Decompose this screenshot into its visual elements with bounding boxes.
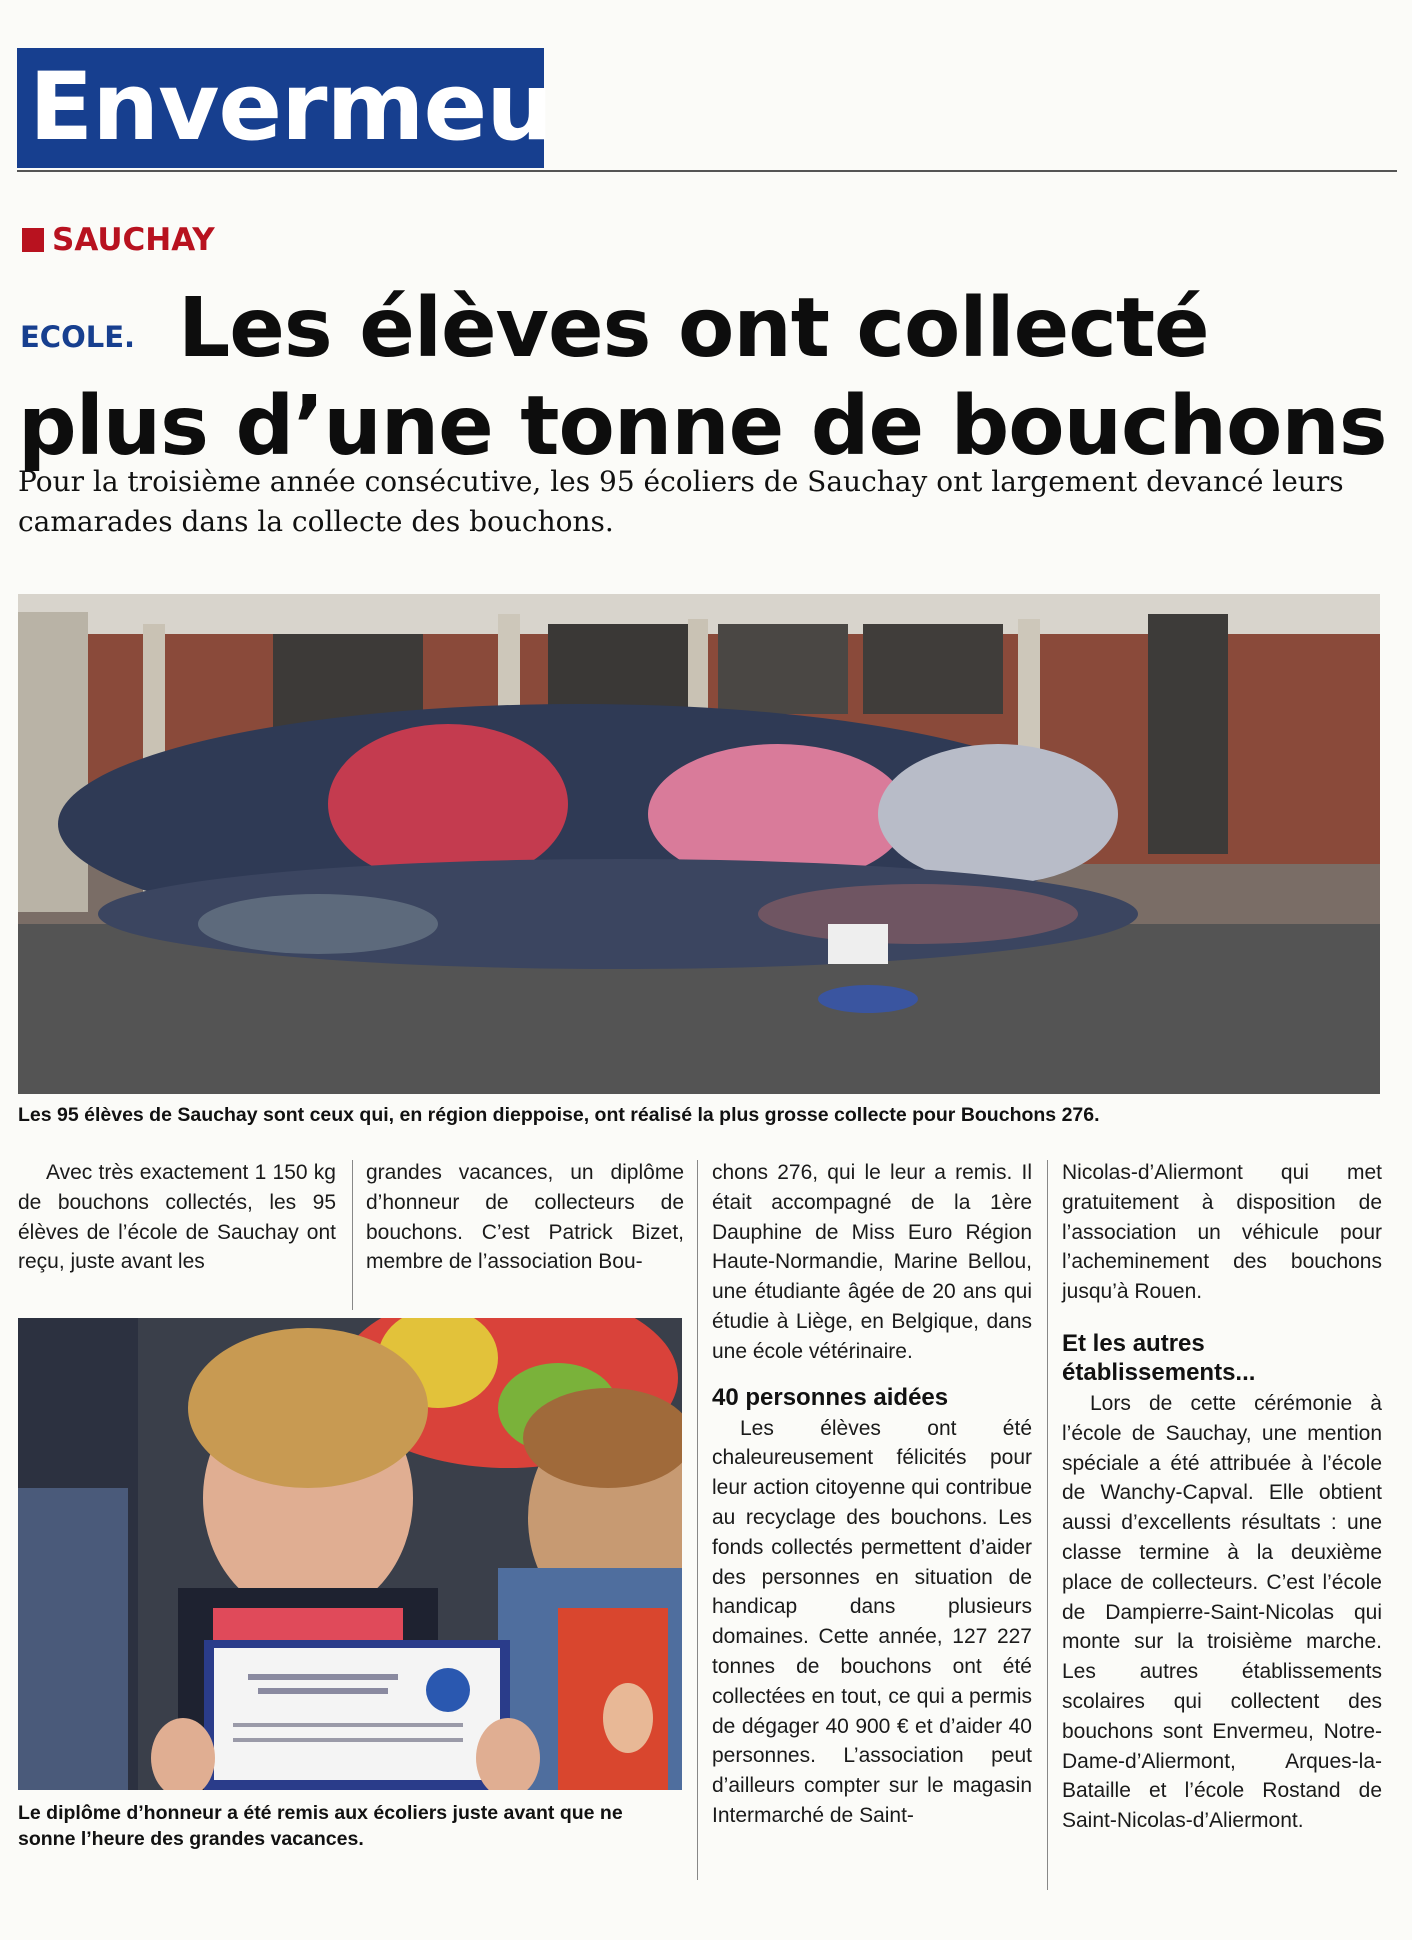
masthead-title: Envermeu — [29, 53, 553, 162]
section-square-icon — [22, 228, 44, 252]
article-paragraph: Avec très exactement 1 150 kg de bouchons collectés, les 95 élèves de l’école de Sauchay ont reçu, juste avant les — [18, 1161, 336, 1274]
masthead — [17, 48, 553, 168]
group-photo-image — [18, 594, 1380, 1094]
article-headline — [18, 280, 1408, 476]
masthead-rule — [17, 170, 1397, 172]
article-column-2 — [366, 1158, 684, 1277]
article-paragraph: Les élèves ont été chaleureusement félicités pour leur action citoyenne qui contribue au recyclage des bouchons. Les fonds collectés permettent d’aider des personnes en situation de handicap dans plusieurs domaines. Cette année, 127 227 tonnes de bouchons ont été collectées en tout, ce qui a permis de dégager 40 900 € et d’aider 40 personnes. L’association peut d’ailleurs compter sur le magasin Intermarché de Saint- — [712, 1416, 1032, 1827]
article-kicker: ECOLE. — [20, 320, 136, 354]
column-divider — [1047, 1160, 1048, 1890]
article-standfirst: Pour la troisième année consécutive, les 95 écoliers de Sauchay ont largement devancé leurs camarades dans la collecte des bouchons. — [18, 465, 1344, 538]
column-divider — [352, 1160, 353, 1310]
article-column-4 — [1062, 1158, 1382, 1836]
article-subheading: Et les autres établissements... — [1062, 1329, 1256, 1386]
article-column-3 — [712, 1158, 1032, 1831]
article-subheading: 40 personnes aidées — [712, 1383, 949, 1411]
headline-line-2: plus d’une tonne de bouchons — [18, 379, 1387, 474]
article-paragraph: grandes vacances, un diplôme d’honneur de collecteurs de bouchons. C’est Patrick Bizet, membre de l’association Bou- — [366, 1161, 684, 1274]
article-column-1 — [18, 1158, 336, 1277]
article-paragraph: chons 276, qui le leur a remis. Il était accompagné de la 1ère Dauphine de Miss Euro Région Haute-Normandie, Marine Bellou, une étudiante âgée de 20 ans qui étudie à Liège, en Belgique, dans une école vétérinaire. — [712, 1161, 1032, 1363]
section-label: SAUCHAY — [52, 222, 215, 258]
article-paragraph: Nicolas-d’Aliermont qui met gratuitement à disposition de l’association un véhicule pour l’acheminement des bouchons jusqu’à Rouen. — [1062, 1161, 1382, 1304]
group-photo-caption: Les 95 élèves de Sauchay sont ceux qui, en région dieppoise, ont réalisé la plus grosse collecte pour Bouchons 276. — [18, 1104, 1100, 1126]
diploma-photo-caption: Le diplôme d’honneur a été remis aux écoliers juste avant que ne sonne l’heure des grandes vacances. — [18, 1802, 623, 1850]
group-photo — [18, 594, 1380, 1094]
article-paragraph: Lors de cette cérémonie à l’école de Sauchay, une mention spéciale a été attribuée à l’école de Wanchy-Capval. Elle obtient aussi d’excellents résultats : une classe termine à la deuxième place de collecteurs. C’est l’école de Dampierre-Saint-Nicolas qui monte sur la troisième marche. Les autres établissements scolaires qui collectent des bouchons sont Envermeu, Notre-Dame-d’Aliermont, Arques-la-Bataille et l’école Rostand de Saint-Nicolas-d’Aliermont. — [1062, 1391, 1382, 1833]
column-divider — [697, 1160, 698, 1880]
headline-line-1: Les élèves ont collecté — [178, 281, 1209, 376]
diploma-photo — [18, 1318, 682, 1790]
diploma-photo-image — [18, 1318, 682, 1790]
